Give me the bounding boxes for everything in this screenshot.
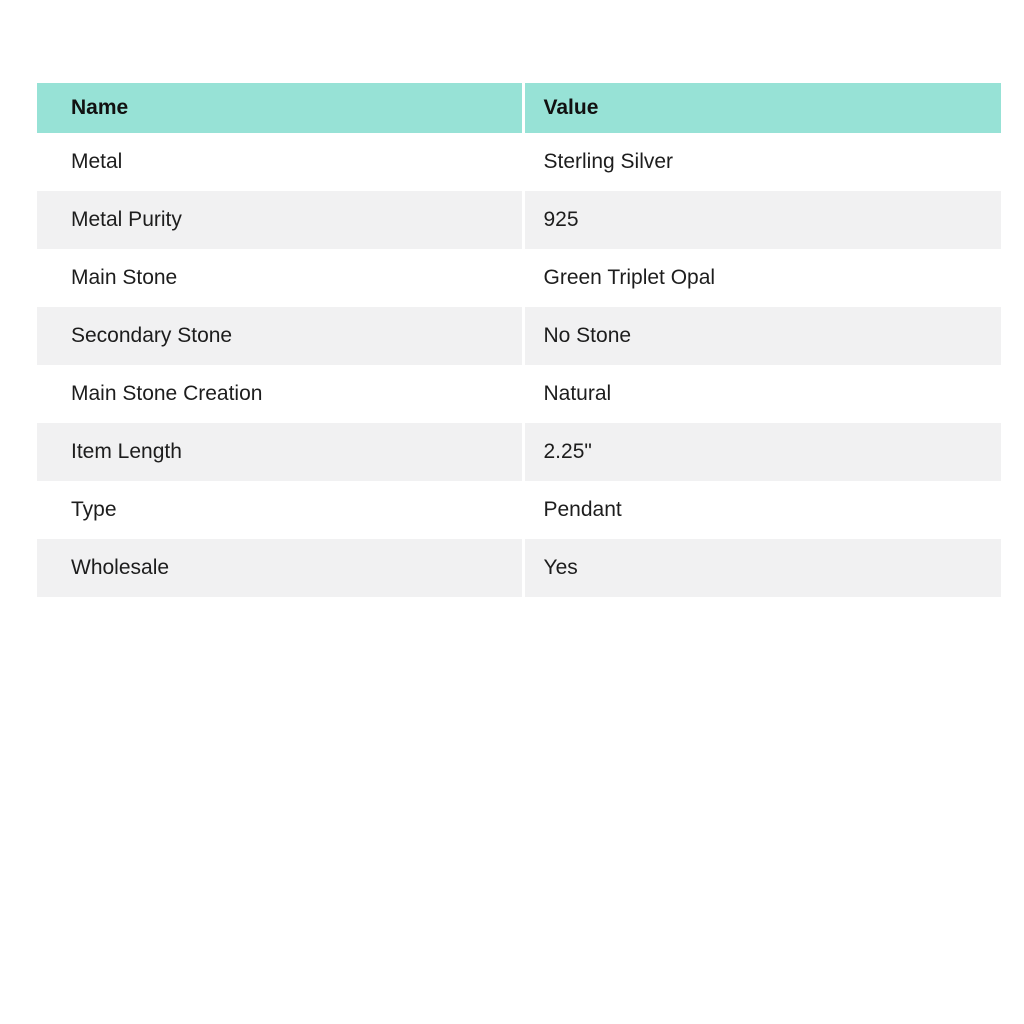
table-row [37, 133, 1001, 191]
spec-value-cell: No Stone [523, 307, 1001, 365]
table-header [37, 83, 1001, 133]
spec-name-cell: Main Stone [71, 266, 178, 289]
spec-value-cell: 2.25" [523, 423, 1001, 481]
item-specifics-table [37, 83, 1001, 597]
spec-name-cell: Metal [71, 150, 123, 173]
spec-name-cell: Secondary Stone [71, 324, 233, 347]
spec-value-cell: Sterling Silver [523, 133, 1001, 191]
spec-name-cell: Main Stone Creation [71, 382, 263, 405]
spec-name-cell: Item Length [71, 440, 182, 463]
table-row [37, 307, 1001, 365]
spec-value-cell: Green Triplet Opal [523, 249, 1001, 307]
header-row [37, 83, 1001, 133]
spec-name-cell: Wholesale [71, 556, 170, 579]
spec-value-cell: Pendant [523, 481, 1001, 539]
table-row [37, 539, 1001, 597]
spec-name-cell: Metal Purity [71, 208, 182, 231]
table-row [37, 249, 1001, 307]
table-row [37, 423, 1001, 481]
table-body [37, 133, 1001, 597]
spec-value-cell: 925 [523, 191, 1001, 249]
spec-value-cell: Yes [523, 539, 1001, 597]
header-cell-value: Value [523, 83, 1001, 133]
table-row [37, 365, 1001, 423]
spec-name-cell: Type [71, 498, 117, 521]
spec-value-cell: Natural [523, 365, 1001, 423]
header-cell-name: Name [37, 83, 523, 133]
table-row [37, 191, 1001, 249]
table-row [37, 481, 1001, 539]
